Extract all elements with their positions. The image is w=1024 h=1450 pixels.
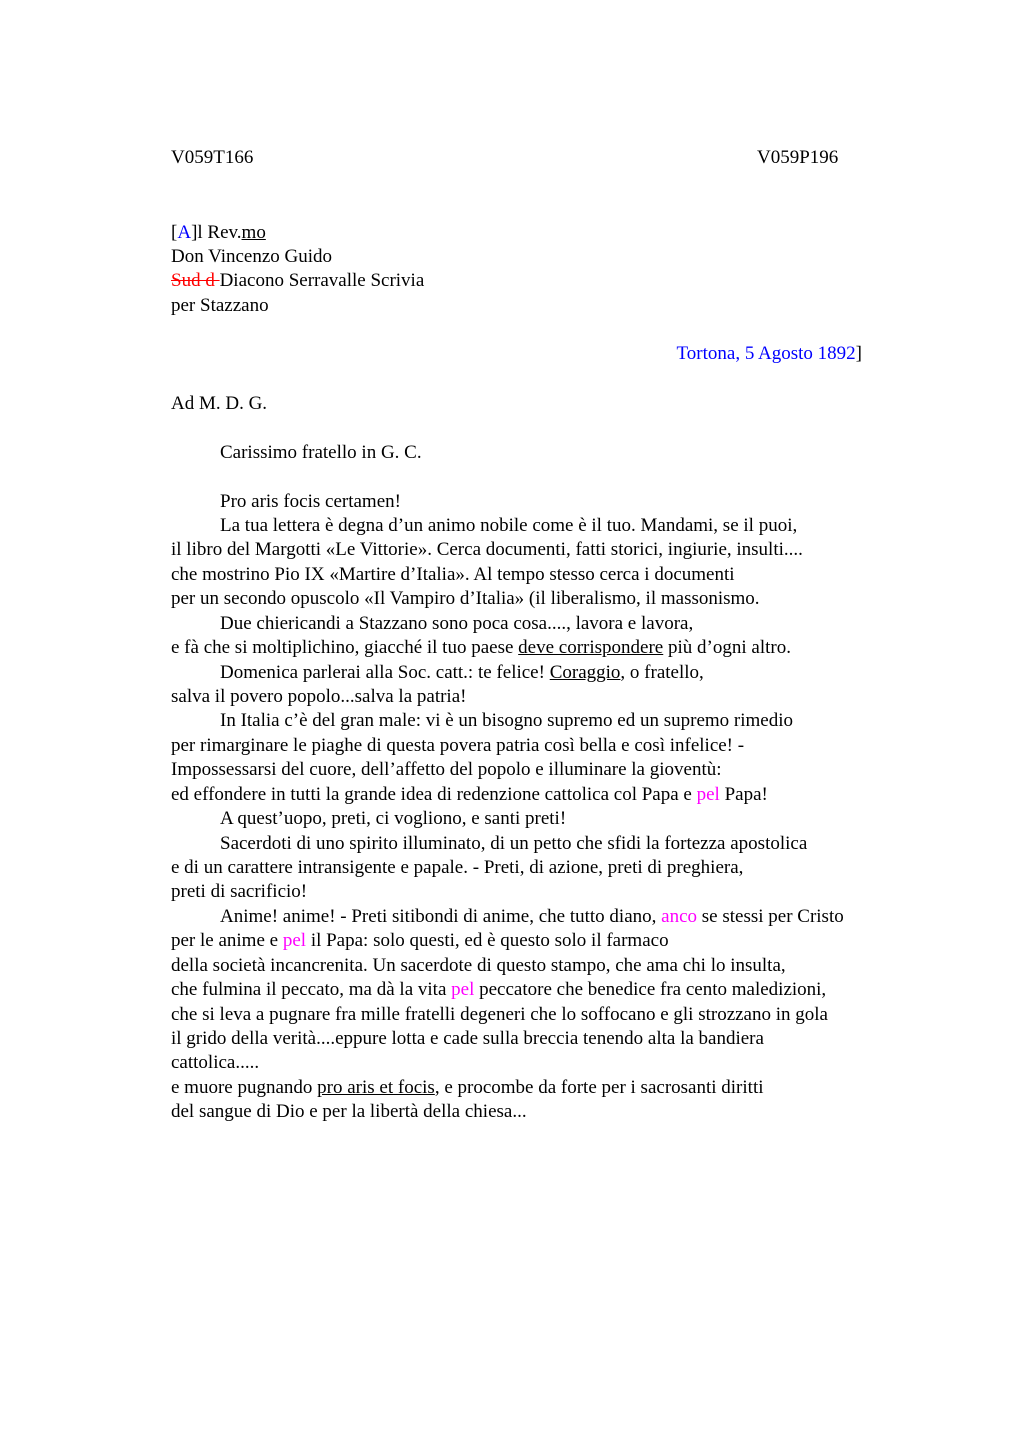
motto: Ad M. D. G.	[171, 393, 268, 414]
address-line-1-text: ]l Rev.	[191, 222, 242, 243]
body-text: peccatore che benedice fra cento maledizioni,	[474, 979, 827, 1000]
body-line: In Italia c’è del gran male: vi è un bisogno supremo ed un supremo rimedio	[220, 710, 794, 731]
struck-text: Sud d	[171, 270, 220, 291]
body-line: La tua lettera è degna d’un animo nobile come è il tuo. Mandami, se il puoi,	[220, 515, 798, 536]
body-text: per le anime e	[171, 930, 283, 951]
address-line-3	[171, 269, 424, 293]
highlighted-word: pel	[282, 930, 307, 951]
body-line: Sacerdoti di uno spirito illuminato, di un petto che sfidi la fortezza apostolica	[220, 833, 808, 854]
body-line: del sangue di Dio e per la libertà della chiesa...	[171, 1101, 527, 1122]
body-line: della società incancrenita. Un sacerdote di questo stampo, che ama chi lo insulta,	[171, 955, 786, 976]
body-line: per un secondo opuscolo «Il Vampiro d’Italia» (il liberalismo, il massonismo.	[171, 588, 760, 609]
body-line	[171, 978, 826, 1002]
body-line	[171, 636, 791, 660]
address-superscript: mo	[241, 222, 266, 243]
body-text: , e procombe da forte per i sacrosanti diritti	[434, 1077, 764, 1098]
highlighted-word: pel	[696, 784, 720, 805]
address-line-3-text: Diacono Serravalle Scrivia	[219, 270, 425, 291]
body-line: A quest’uopo, preti, ci vogliono, e santi preti!	[220, 808, 567, 829]
body-line: salva il povero popolo...salva la patria!	[171, 686, 467, 707]
body-line	[220, 905, 844, 929]
body-text: ed effondere in tutti la grande idea di redenzione cattolica col Papa e	[171, 784, 697, 805]
body-text: se stessi per Cristo	[697, 906, 844, 927]
body-text: e muore pugnando	[171, 1077, 318, 1098]
body-line: Due chiericandi a Stazzano sono poca cosa...., lavora e lavora,	[220, 613, 694, 634]
address-line-4: per Stazzano	[171, 295, 269, 316]
body-text: che fulmina il peccato, ma dà la vita	[171, 979, 452, 1000]
underlined-text: deve corrispondere	[518, 637, 664, 658]
highlighted-word: anco	[661, 906, 698, 927]
underlined-text: pro aris et focis	[317, 1077, 435, 1098]
body-text: Anime! anime! - Preti sitibondi di anime, che tutto diano,	[220, 906, 662, 927]
underlined-text: Coraggio	[549, 662, 621, 683]
body-line: il libro del Margotti «Le Vittorie». Cerca documenti, fatti storici, ingiurie, insulti....	[171, 539, 803, 560]
date-text: Tortona, 5 Agosto 1892	[676, 343, 856, 364]
bracket-close: ]	[855, 343, 862, 364]
body-text: , o fratello,	[620, 662, 704, 683]
right-code: V059P196	[757, 147, 839, 168]
body-line: che si leva a pugnare fra mille fratelli degeneri che lo soffocano e gli strozzano in gola	[171, 1004, 828, 1025]
body-line: e di un carattere intransigente e papale. - Preti, di azione, preti di preghiera,	[171, 857, 744, 878]
body-line: preti di sacrificio!	[171, 881, 308, 902]
body-line: cattolica.....	[171, 1052, 260, 1073]
highlighted-word: pel	[451, 979, 475, 1000]
body-text: più d’ogni altro.	[663, 637, 791, 658]
body-line	[171, 783, 768, 807]
left-code: V059T166	[171, 147, 254, 168]
salutation: Carissimo fratello in G. C.	[220, 442, 422, 463]
body-line	[171, 1076, 764, 1100]
body-line	[171, 929, 669, 953]
body-line: che mostrino Pio IX «Martire d’Italia». Al tempo stesso cerca i documenti	[171, 564, 735, 585]
address-line-1	[171, 221, 266, 245]
body-line	[220, 661, 704, 685]
date-line	[677, 342, 863, 366]
body-text: Domenica parlerai alla Soc. catt.: te felice!	[220, 662, 550, 683]
body-text: Papa!	[719, 784, 768, 805]
address-line-2: Don Vincenzo Guido	[171, 246, 333, 267]
restored-initial: A	[177, 222, 192, 243]
bracket-open: [	[171, 222, 178, 243]
body-line: Impossessarsi del cuore, dell’affetto del popolo e illuminare la gioventù:	[171, 759, 722, 780]
body-line: Pro aris focis certamen!	[220, 491, 401, 512]
body-line: il grido della verità....eppure lotta e cade sulla breccia tenendo alta la bandiera	[171, 1028, 764, 1049]
body-text: e fà che si moltiplichino, giacché il tuo paese	[171, 637, 519, 658]
body-text: il Papa: solo questi, ed è questo solo il farmaco	[306, 930, 669, 951]
body-line: per rimarginare le piaghe di questa povera patria così bella e così infelice! -	[171, 735, 745, 756]
